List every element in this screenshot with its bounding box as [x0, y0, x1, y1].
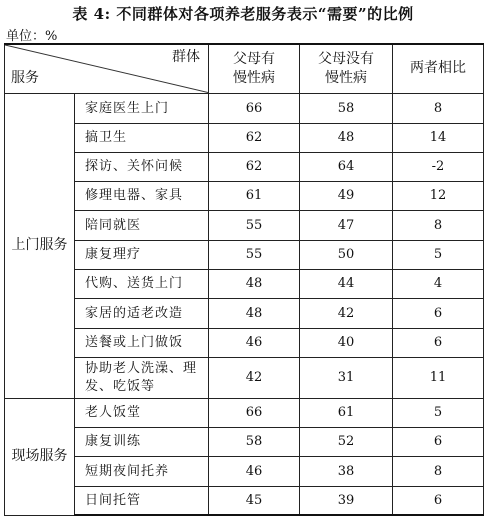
value-cell: 42	[300, 298, 393, 328]
value-cell: 55	[209, 240, 300, 269]
service-cell: 修理电器、家具	[75, 181, 209, 210]
value-cell: 31	[300, 357, 393, 398]
value-cell: 11	[393, 357, 484, 398]
value-cell: 5	[393, 398, 484, 427]
value-cell: 38	[300, 456, 393, 486]
service-cell: 日间托管	[75, 486, 209, 515]
corner-service-label: 服务	[11, 69, 39, 86]
service-cell: 代购、送货上门	[75, 269, 209, 298]
value-cell: 12	[393, 181, 484, 210]
value-cell: 44	[300, 269, 393, 298]
service-cell: 家庭医生上门	[75, 93, 209, 123]
value-cell: 45	[209, 486, 300, 515]
value-cell: 48	[209, 269, 300, 298]
service-cell: 搞卫生	[75, 123, 209, 152]
service-cell: 康复理疗	[75, 240, 209, 269]
table-row	[5, 240, 484, 269]
value-cell: 46	[209, 328, 300, 357]
value-cell: 5	[393, 240, 484, 269]
service-cell: 康复训练	[75, 427, 209, 456]
column-header	[393, 44, 484, 93]
value-cell: 47	[300, 210, 393, 240]
value-cell: 62	[209, 152, 300, 181]
table-row	[5, 269, 484, 298]
table-row	[5, 123, 484, 152]
table-row	[5, 298, 484, 328]
table-row	[5, 93, 484, 123]
corner-header-cell	[5, 44, 209, 93]
category-cell: 现场服务	[5, 398, 75, 515]
column-header-text: 父母没有 慢性病	[318, 50, 374, 86]
table-row	[5, 210, 484, 240]
value-cell: 64	[300, 152, 393, 181]
value-cell: 48	[300, 123, 393, 152]
header-row	[5, 44, 484, 93]
value-cell: 42	[209, 357, 300, 398]
service-cell: 家居的适老改造	[75, 298, 209, 328]
service-cell: 老人饭堂	[75, 398, 209, 427]
service-cell: 探访、关怀问候	[75, 152, 209, 181]
table-row	[5, 398, 484, 427]
value-cell: 61	[209, 181, 300, 210]
table-row	[5, 328, 484, 357]
category-cell: 上门服务	[5, 93, 75, 398]
table-row	[5, 486, 484, 515]
value-cell: 48	[209, 298, 300, 328]
value-cell: 58	[300, 93, 393, 123]
value-cell: 6	[393, 427, 484, 456]
value-cell: 46	[209, 456, 300, 486]
value-cell: 8	[393, 93, 484, 123]
data-table	[4, 43, 484, 516]
value-cell: 61	[300, 398, 393, 427]
value-cell: 39	[300, 486, 393, 515]
table-row	[5, 456, 484, 486]
value-cell: 49	[300, 181, 393, 210]
column-header	[209, 44, 300, 93]
value-cell: 66	[209, 93, 300, 123]
column-header-text: 两者相比	[410, 60, 466, 77]
service-cell: 短期夜间托养	[75, 456, 209, 486]
value-cell: 8	[393, 210, 484, 240]
table-row	[5, 181, 484, 210]
service-cell: 协助老人洗澡、理发、吃饭等	[75, 357, 209, 398]
table-row	[5, 152, 484, 181]
value-cell: 6	[393, 298, 484, 328]
value-cell: 8	[393, 456, 484, 486]
value-cell: -2	[393, 152, 484, 181]
table-row	[5, 357, 484, 398]
value-cell: 4	[393, 269, 484, 298]
value-cell: 62	[209, 123, 300, 152]
unit-label: 单位：%	[6, 29, 58, 44]
value-cell: 50	[300, 240, 393, 269]
value-cell: 55	[209, 210, 300, 240]
value-cell: 52	[300, 427, 393, 456]
table-title: 表 4: 不同群体对各项养老服务表示“需要”的比例	[72, 5, 414, 23]
column-header	[300, 44, 393, 93]
value-cell: 6	[393, 486, 484, 515]
service-cell: 送餐或上门做饭	[75, 328, 209, 357]
table-body	[5, 44, 484, 515]
value-cell: 58	[209, 427, 300, 456]
service-cell: 陪同就医	[75, 210, 209, 240]
value-cell: 66	[209, 398, 300, 427]
corner-group-label: 群体	[172, 49, 200, 65]
value-cell: 14	[393, 123, 484, 152]
column-header-text: 父母有 慢性病	[233, 50, 275, 86]
table-row	[5, 427, 484, 456]
value-cell: 40	[300, 328, 393, 357]
value-cell: 6	[393, 328, 484, 357]
